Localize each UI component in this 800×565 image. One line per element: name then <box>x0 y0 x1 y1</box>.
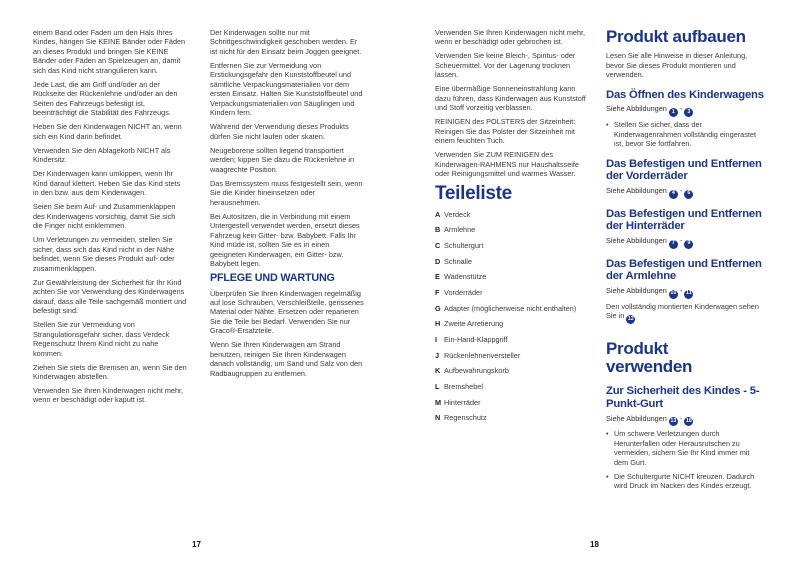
part-label: Zweite Arretierung <box>444 319 504 329</box>
part-label: Rückenlehnenversteller <box>444 350 521 360</box>
part-label: Wadenstütze <box>444 272 487 282</box>
assemble-product-heading: Produkt aufbauen <box>606 27 746 46</box>
parts-list <box>435 210 589 423</box>
page-number-18: 18 <box>590 540 599 549</box>
section-title-rear-wheels: Das Befestigen und Entfernen der Hinterräder <box>606 207 762 233</box>
bullet-item <box>606 429 764 467</box>
paragraph: einem Band oder Faden um den Hals Ihres Kindes, hängen Sie KEINE Bänder oder Fäden an dieses Produkt und bringen Sie KEINE Bänder oder Fäden an Spielzeugen an, damit sich das Kind nicht strangulieren kann. <box>33 28 186 75</box>
part-row <box>435 210 589 219</box>
paragraph: Verwenden Sie Ihren Kinderwagen nicht mehr, wenn er beschädigt oder kaputt ist. <box>33 385 184 405</box>
part-label: Regenschutz <box>444 413 487 423</box>
paragraph: Während der Verwendung dieses Produkts dürfen Sie nicht laufen oder skaten. <box>210 122 349 141</box>
paragraph: Der Kinderwagen kann umkippen, wenn Ihr Kind darauf klettert. Heben Sie das Kind stets in den bzw. aus dem Kinderwagen. <box>33 169 181 198</box>
bullet-text: • Die Schultergurte NICHT kreuzen. Dadurch wird Druck im Nacken des Kindes erzeugt. <box>614 471 755 491</box>
see-figures-line <box>606 186 764 199</box>
paragraph: Ziehen Sie stets die Bremsen an, wenn Sie den Kinderwagen abstellen. <box>33 362 187 381</box>
see-figures-line <box>606 414 764 427</box>
part-label: Schultergurt <box>444 241 484 251</box>
part-key: J <box>435 350 440 360</box>
page17-column-1 <box>33 28 187 409</box>
part-row <box>435 366 589 375</box>
use-product-heading: Produkt verwenden <box>606 338 693 377</box>
part-label: Bremshebel <box>444 382 483 392</box>
parts-list-heading: Teileliste <box>435 182 512 204</box>
section-title-open-stroller: Das Öffnen des Kinderwagens <box>606 88 764 101</box>
paragraph: Überprüfen Sie Ihren Kinderwagen regelmäßig auf lose Schrauben, Verschleißteile, gerissenes Material oder Nähte. Ersetzen oder reparieren Sie die Teile bei Bedarf. Verwenden Sie nur Graco®-Ersatzteile. <box>210 288 364 336</box>
part-key: K <box>435 366 441 376</box>
figure-badge: 10 <box>669 290 678 299</box>
figure-badge: 7 <box>669 240 678 249</box>
paragraph: Um Verletzungen zu vermeiden, stellen Sie sicher, dass sich das Kind nicht in der Nähe befindet, wenn Sie dieses Produkt auf- oder zusammenklappen. <box>33 235 175 273</box>
paragraph: Wenn Sie Ihren Kinderwagen am Strand benutzen, reinigen Sie Ihren Kinderwagen danach vollständig, um Sand und Salz von den Radbaugruppen zu entfernen. <box>210 340 363 378</box>
care-and-maintenance-heading: PFLEGE UND WARTUNG <box>210 272 335 285</box>
figure-badge: 4 <box>669 190 678 199</box>
part-key: B <box>435 225 441 235</box>
assembled-note-text: Den vollständig montierten Kinderwagen sehen Sie in <box>606 301 759 321</box>
part-label: Ein-Hand-Klappgriff <box>444 335 508 345</box>
figure-badge: 11 <box>684 290 693 299</box>
part-row <box>435 272 589 281</box>
part-key: G <box>435 303 441 313</box>
figure-badge: 13 <box>669 417 678 426</box>
bullet-item <box>606 472 764 491</box>
paragraph: Das Bremssystem muss festgestellt sein, wenn Sie die Kinder hineinsetzen oder herausnehmen. <box>210 178 363 207</box>
see-figures-line <box>606 286 764 299</box>
figure-range-separator: - <box>679 185 683 195</box>
paragraph: Entfernen Sie zur Vermeidung von Erstickungsgefahr den Kunststoffbeutel und sämtliche Verpackungsmaterialien vor dem ersten Einsatz. Halten Sie Kunststoffbeutel und Verpackungsmaterialien von Säuglingen und Kindern fern. <box>210 60 363 118</box>
part-row <box>435 351 589 360</box>
part-row <box>435 382 589 391</box>
bullet-list <box>606 429 764 490</box>
bullet-list <box>606 120 764 148</box>
part-row <box>435 257 589 266</box>
paragraph: Zur Gewährleistung der Sicherheit für Ihr Kind achten Sie vor Verwendung des Kinderwagens darauf, dass alle Teile sachgemäß montiert und befestigt sind. <box>33 277 187 316</box>
figure-badge: 9 <box>684 240 693 249</box>
bullet-text: • Stellen Sie sicher, dass der Kinderwagenrahmen vollständig eingerastet ist, bevor Sie fortfahren. <box>614 120 756 149</box>
paragraph: Verwenden Sie ZUM REINIGEN des Kinderwagen-RAHMENS nur Haushaltsseife oder Reinigungsmittel und warmes Wasser. <box>435 150 579 179</box>
figure-badge: 18 <box>684 417 693 426</box>
paragraph: Bei Autositzen, die in Verbindung mit einem Untergestell verwendet werden, ersetzt dieses Fahrzeug kein Gitter- bzw. Babybett. Falls Ihr Kind müde ist, sollten Sie es in einen geeigneten Kinderwagen, ein Gitter- bzw. Babybett legen. <box>210 211 360 269</box>
see-figures-line <box>606 236 764 249</box>
part-key: A <box>435 209 441 219</box>
paragraph: Eine übermäßige Sonneneinstrahlung kann dazu führen, dass Kinderwagen aus Kunststoff und Stoff vorzeitig verblassen. <box>435 84 586 113</box>
paragraph: Jede Last, die am Griff und/oder an der Rückseite der Rückenlehne und/oder an den Seiten des Fahrzeugs befestigt ist, beeinträchtigt die Stabilität des Fahrzeugs. <box>33 79 178 118</box>
figure-badge: 1 <box>669 108 678 117</box>
part-label: Hinterräder <box>444 397 481 407</box>
page18-column-1 <box>435 28 589 429</box>
paragraph: Heben Sie den Kinderwagen NICHT an, wenn sich ein Kind darin befindet. <box>33 122 182 141</box>
page-number-17: 17 <box>192 540 201 549</box>
paragraph: Lesen Sie alle Hinweise in dieser Anleitung, bevor Sie dieses Produkt montieren und verwenden. <box>606 51 748 80</box>
part-key: M <box>435 397 442 407</box>
see-figures-line <box>606 104 764 117</box>
part-row <box>435 241 589 250</box>
part-row <box>435 398 589 407</box>
section-title-front-wheels: Das Befestigen und Entfernen der Vorderräder <box>606 157 762 183</box>
part-row <box>435 304 589 313</box>
figure-badge: 3 <box>684 108 693 117</box>
part-key: L <box>435 382 440 392</box>
paragraph: Stellen Sie zur Vermeidung von Strangulationsgefahr sicher, dass Verdeck Regenschutz Ihrem Kind nicht zu nahe kommen. <box>33 320 170 358</box>
bullet-item <box>606 120 764 148</box>
assembled-note <box>606 302 764 324</box>
figure-range-separator: - <box>679 413 683 423</box>
part-key: D <box>435 256 441 266</box>
figure-range-separator: - <box>679 104 683 114</box>
paragraph: Verwenden Sie Ihren Kinderwagen nicht mehr, wenn er beschädigt oder gebrochen ist. <box>435 28 586 47</box>
page17-column-2 <box>210 28 364 383</box>
paragraph: Verwenden Sie den Ablagekorb NICHT als Kindersitz. <box>33 145 171 165</box>
paragraph: Neugeborene sollten liegend transportiert werden; kippen Sie dazu die Rückenlehne in waagrechte Position. <box>210 145 355 174</box>
figure-badge: 12 <box>626 315 635 324</box>
figure-badge: 6 <box>684 190 693 199</box>
part-label: Verdeck <box>444 209 471 219</box>
section-title-five-point-harness: Zur Sicherheit des Kindes - 5-Punkt-Gurt <box>606 385 760 411</box>
see-figures-label: Siehe Abbildungen <box>606 104 667 114</box>
part-row <box>435 413 589 422</box>
figure-range-separator: - <box>679 285 683 295</box>
page18-column-2 <box>606 28 764 495</box>
part-label: Aufbewahrungskorb <box>444 366 509 376</box>
part-key: I <box>435 335 438 345</box>
figure-range-separator: - <box>679 235 683 245</box>
part-row <box>435 288 589 297</box>
part-row <box>435 319 589 328</box>
part-label: Armlehne <box>444 225 476 235</box>
see-figures-label: Siehe Abbildungen <box>606 413 667 423</box>
paragraph: REINIGEN des POLSTERS der Sitzeinheit: Reinigen Sie das Polster der Sitzeinheit mit einem feuchten Tuch. <box>435 117 576 146</box>
part-row <box>435 225 589 234</box>
see-figures-label: Siehe Abbildungen <box>606 285 667 295</box>
part-key: N <box>435 413 441 423</box>
paragraph: Seien Sie beim Auf- und Zusammenklappen des Kinderwagens vorsichtig, damit Sie sich die Finger nicht einklemmen. <box>33 202 176 231</box>
part-label: Adapter (möglicherweise nicht enthalten) <box>444 303 577 313</box>
part-key: E <box>435 272 440 282</box>
section-title-armrest: Das Befestigen und Entfernen der Armlehne <box>606 257 762 283</box>
see-figures-label: Siehe Abbildungen <box>606 235 667 245</box>
part-key: C <box>435 241 441 251</box>
part-key: F <box>435 288 440 298</box>
bullet-text: • Um schwere Verletzungen durch Herunterfallen oder Herausrutschen zu vermeiden, sichern Sie Ihr Kind immer mit dem Gurt. <box>614 429 750 467</box>
part-key: H <box>435 319 441 329</box>
paragraph: Verwenden Sie keine Bleich-, Spiritus- oder Scheuermittel. Vor der Lagerung trocknen lassen. <box>435 51 576 80</box>
paragraph: Der Kinderwagen sollte nur mit Schrittgeschwindigkeit geschoben werden. Er ist nicht für den Einsatz beim Joggen geeignet. <box>210 28 362 56</box>
part-row <box>435 335 589 344</box>
part-label: Vorderräder <box>444 288 483 298</box>
see-figures-label: Siehe Abbildungen <box>606 185 667 195</box>
part-label: Schnalle <box>444 256 472 266</box>
